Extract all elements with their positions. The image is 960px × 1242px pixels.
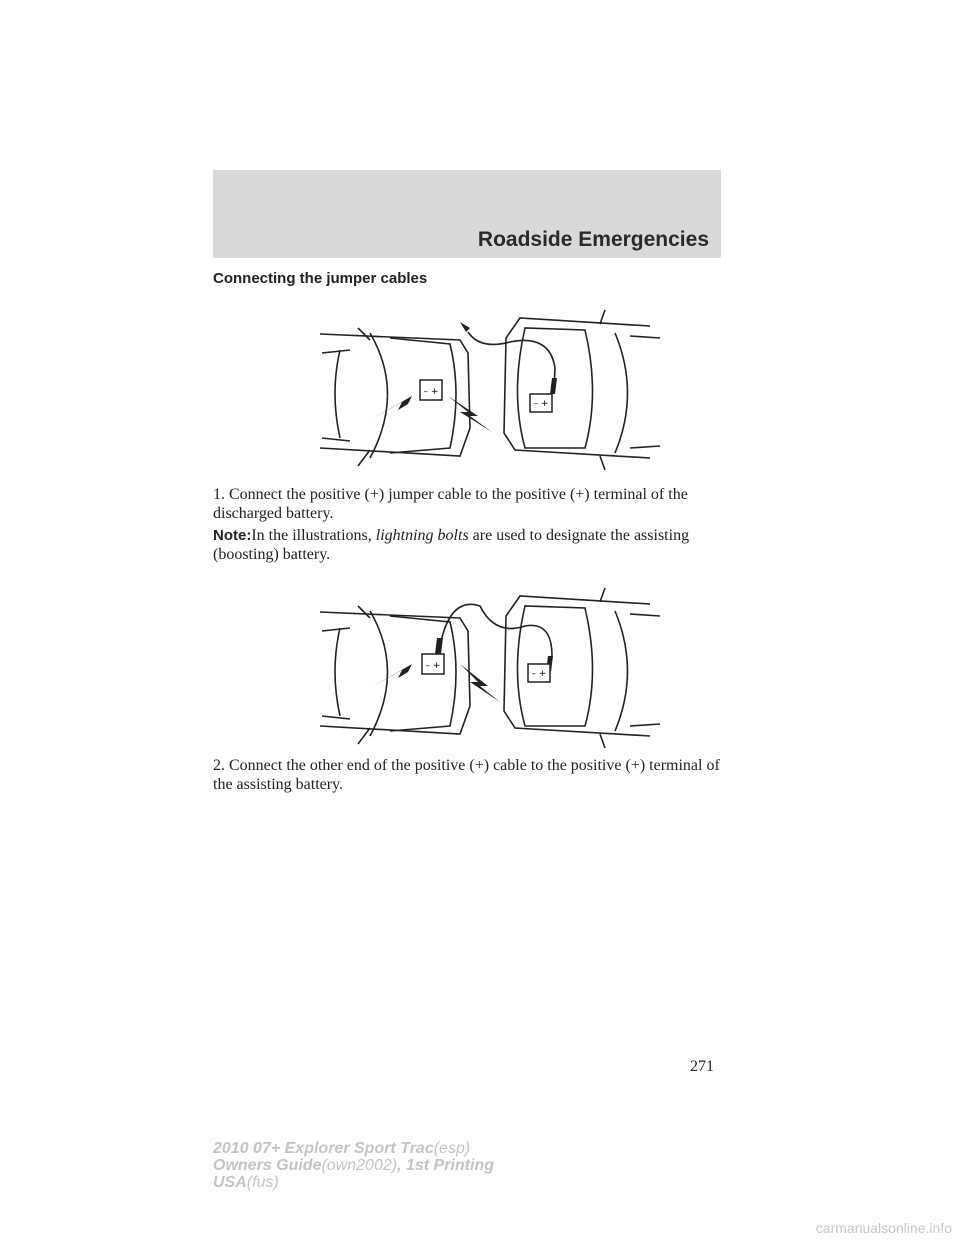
lightning-bolt-icon [370, 664, 418, 688]
left-car-body [320, 612, 470, 734]
footer-guide-code: (own2002) [321, 1157, 398, 1174]
step-1-text: 1. Connect the positive (+) jumper cable to the positive (+) terminal of the discharged battery. [213, 486, 688, 522]
battery-terminals-label: – + [423, 387, 439, 397]
note-text-after: are used to designate the assisting (boosting) battery. [213, 527, 690, 563]
footer-model: 2010 07+ Explorer Sport Trac [213, 1140, 434, 1157]
left-car-windshield [370, 611, 388, 736]
right-car-windshield [615, 333, 628, 453]
section-header-band [213, 170, 721, 258]
note-emphasis: lightning bolts [375, 527, 469, 544]
jumper-cable [468, 332, 555, 390]
cable-clip-attached [550, 378, 557, 394]
footer-model-code: (esp) [433, 1140, 471, 1157]
battery-terminals-label: – + [531, 669, 547, 679]
step-2-text: 2. Connect the other end of the positive (+) cable to the positive (+) terminal of the assisting battery. [213, 757, 720, 793]
cable-clip-free [460, 322, 470, 332]
lightning-bolt-icon [460, 664, 500, 702]
right-car-windshield [615, 611, 628, 731]
lightning-bolt-icon [370, 396, 418, 420]
left-car-body [320, 334, 470, 456]
battery-terminals-label: – + [425, 661, 441, 671]
watermark: carmanualsonline.info [815, 1220, 952, 1236]
page-heading: Connecting the jumper cables [213, 270, 428, 287]
cable-clip-discharged [435, 638, 443, 654]
note-label: Note: [213, 527, 252, 544]
battery-terminals-label: – + [533, 399, 549, 409]
document-footer [213, 1140, 494, 1191]
illustration-connect-discharged [310, 298, 670, 470]
note-paragraph [213, 526, 723, 564]
jumper-cable [440, 604, 552, 668]
note-text-before: In the illustrations, [251, 527, 376, 544]
left-car-windshield [370, 333, 388, 458]
footer-printing: , 1st Printing [397, 1157, 494, 1174]
page-number: 271 [690, 1058, 714, 1075]
section-header-title: Roadside Emergencies [477, 228, 709, 251]
footer-market: USA [213, 1174, 247, 1191]
footer-market-code: (fus) [246, 1174, 279, 1191]
footer-guide: Owners Guide [213, 1157, 322, 1174]
illustration-connect-assisting [310, 576, 670, 748]
